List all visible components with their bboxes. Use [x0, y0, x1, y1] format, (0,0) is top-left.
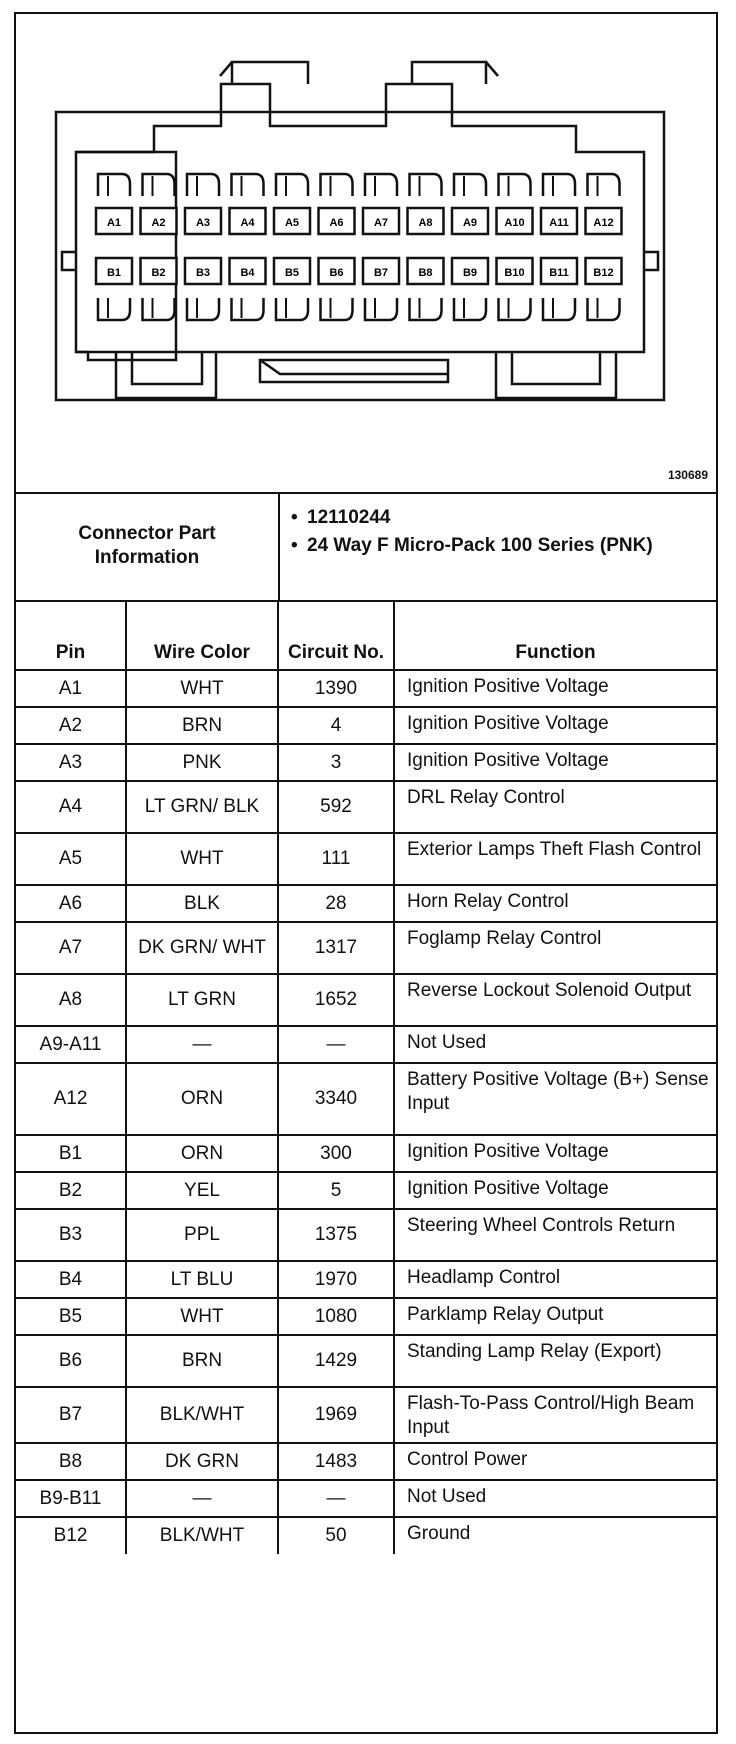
wire-color-cell: —: [126, 1480, 278, 1517]
circuit-cell: 1429: [278, 1335, 394, 1387]
circuit-cell: 592: [278, 781, 394, 833]
terminal-latch-bottom: [543, 298, 575, 320]
function-cell: Parklamp Relay Output: [394, 1298, 716, 1335]
terminal-latch-bottom: [276, 298, 308, 320]
table-row: [16, 1261, 716, 1298]
terminal-latch-bottom: [232, 298, 264, 320]
function-cell: Reverse Lockout Solenoid Output: [394, 974, 716, 1026]
pin-cavity: [408, 208, 444, 234]
pin-cell: A9-A11: [16, 1026, 126, 1063]
function-cell: Control Power: [394, 1443, 716, 1480]
terminal-latch-bottom: [321, 298, 353, 320]
wire-color-cell: BLK: [126, 885, 278, 922]
pin-label: A2: [151, 217, 166, 229]
function-cell: Headlamp Control: [394, 1261, 716, 1298]
terminal-latch-top: [98, 174, 130, 196]
connector-sheet: [14, 12, 718, 1734]
pin-cavity: [452, 208, 488, 234]
circuit-cell: —: [278, 1480, 394, 1517]
pin-cell: B4: [16, 1261, 126, 1298]
pin-cavity: [363, 258, 399, 284]
wire-color-cell: LT BLU: [126, 1261, 278, 1298]
pin-cavity: [141, 208, 177, 234]
pin-cavity: [274, 258, 310, 284]
function-cell: Ignition Positive Voltage: [394, 744, 716, 781]
table-row: [16, 781, 716, 833]
pin-row-b: [96, 258, 622, 284]
connector-part-information: [16, 492, 716, 602]
pin-label: A9: [462, 217, 478, 229]
pin-cavity: [96, 208, 132, 234]
terminal-latch-bottom: [143, 298, 175, 320]
pin-cell: A8: [16, 974, 126, 1026]
pin-cell: A7: [16, 922, 126, 974]
pin-cavity: [497, 208, 533, 234]
wire-color-cell: WHT: [126, 670, 278, 707]
table-row: [16, 707, 716, 744]
part-number: • 12110244: [291, 506, 687, 530]
latch-left: [232, 62, 308, 84]
wire-color-cell: BLK/WHT: [126, 1517, 278, 1554]
pin-row-a: [96, 208, 622, 234]
pin-label: B4: [240, 267, 255, 279]
pin-cavity: [452, 258, 488, 284]
terminal-latch-bottom: [499, 298, 531, 320]
wire-color-cell: DK GRN/ WHT: [126, 922, 278, 974]
table-row: [16, 1172, 716, 1209]
circuit-cell: 1652: [278, 974, 394, 1026]
function-cell: Horn Relay Control: [394, 885, 716, 922]
wire-color-cell: WHT: [126, 1298, 278, 1335]
circuit-cell: 1080: [278, 1298, 394, 1335]
pin-label: B10: [504, 267, 525, 279]
pin-label: A3: [195, 217, 211, 229]
pin-label: B6: [329, 267, 344, 279]
function-cell: Exterior Lamps Theft Flash Control: [394, 833, 716, 885]
pin-cell: B8: [16, 1443, 126, 1480]
pin-cavity: [230, 258, 266, 284]
table-row: [16, 1026, 716, 1063]
terminal-latch-top: [321, 174, 353, 196]
connector-info-label: [16, 492, 280, 600]
circuit-cell: 5: [278, 1172, 394, 1209]
circuit-cell: 3: [278, 744, 394, 781]
pin-cell: A5: [16, 833, 126, 885]
pin-cell: B12: [16, 1517, 126, 1554]
function-cell: Flash-To-Pass Control/High Beam Input: [394, 1387, 716, 1443]
pin-cavity: [185, 258, 221, 284]
pin-label: A12: [593, 217, 614, 229]
table-row: [16, 1517, 716, 1554]
header-pin: Pin: [16, 601, 126, 670]
wire-color-cell: WHT: [126, 833, 278, 885]
pin-label: B12: [593, 267, 614, 279]
connector-type: • 24 Way F Micro-Pack 100 Series (PNK): [291, 534, 687, 558]
pin-cavity: [363, 208, 399, 234]
pin-label: B1: [106, 267, 122, 279]
wire-color-cell: BRN: [126, 707, 278, 744]
connector-info-bullets: [291, 506, 687, 562]
wire-color-cell: ORN: [126, 1063, 278, 1135]
pin-cavity: [586, 208, 622, 234]
circuit-cell: 50: [278, 1517, 394, 1554]
header-circuit-no: Circuit No.: [278, 601, 394, 670]
pin-cavity: [541, 258, 577, 284]
pin-cavity: [230, 208, 266, 234]
pin-cavity: [185, 208, 221, 234]
foot-right: [496, 352, 616, 398]
circuit-cell: 1483: [278, 1443, 394, 1480]
pin-label: A5: [284, 217, 300, 229]
pin-label: B9: [462, 267, 478, 279]
table-row: [16, 833, 716, 885]
terminal-latch-bottom: [454, 298, 486, 320]
wire-color-cell: —: [126, 1026, 278, 1063]
pin-cavity: [497, 258, 533, 284]
wire-color-cell: LT GRN/ BLK: [126, 781, 278, 833]
pin-label: A4: [240, 217, 255, 229]
pinout-table: [16, 600, 716, 1554]
pin-label: A11: [549, 217, 569, 229]
function-cell: Foglamp Relay Control: [394, 922, 716, 974]
pin-cell: A1: [16, 670, 126, 707]
pin-cell: B6: [16, 1335, 126, 1387]
circuit-cell: 4: [278, 707, 394, 744]
pin-label: A6: [329, 217, 344, 229]
table-row: [16, 885, 716, 922]
circuit-cell: 3340: [278, 1063, 394, 1135]
pin-label: A10: [504, 217, 525, 229]
circuit-cell: 1317: [278, 922, 394, 974]
table-row: [16, 1135, 716, 1172]
table-row: [16, 744, 716, 781]
table-row: [16, 1480, 716, 1517]
pin-cell: A4: [16, 781, 126, 833]
pin-cavity: [408, 258, 444, 284]
table-row: [16, 922, 716, 974]
pin-label: A1: [106, 217, 122, 229]
latch-right: [412, 62, 486, 84]
pin-label: B11: [549, 267, 569, 279]
pin-cell: A12: [16, 1063, 126, 1135]
pin-label: A8: [418, 217, 433, 229]
pin-cell: B7: [16, 1387, 126, 1443]
function-cell: Ground: [394, 1517, 716, 1554]
table-row: [16, 974, 716, 1026]
function-cell: DRL Relay Control: [394, 781, 716, 833]
pin-cavity: [319, 258, 355, 284]
pin-cavity: [586, 258, 622, 284]
pinout-rows: [16, 670, 716, 1554]
terminal-latch-top: [410, 174, 442, 196]
pin-cavity: [96, 258, 132, 284]
pin-cavity: [274, 208, 310, 234]
terminal-latch-top: [499, 174, 531, 196]
terminal-latch-top: [143, 174, 175, 196]
table-row: [16, 1298, 716, 1335]
terminal-latch-top: [543, 174, 575, 196]
pin-label: B7: [373, 267, 389, 279]
circuit-cell: 1969: [278, 1387, 394, 1443]
wire-color-cell: YEL: [126, 1172, 278, 1209]
pin-cavity: [141, 258, 177, 284]
figure-number: 130689: [667, 468, 708, 482]
pin-cell: B1: [16, 1135, 126, 1172]
terminal-latch-bottom: [588, 298, 620, 320]
function-cell: Ignition Positive Voltage: [394, 1172, 716, 1209]
function-cell: Ignition Positive Voltage: [394, 707, 716, 744]
wire-color-cell: PNK: [126, 744, 278, 781]
pin-label: A7: [373, 217, 389, 229]
table-header-row: [16, 601, 716, 670]
circuit-cell: 1970: [278, 1261, 394, 1298]
pin-cell: A3: [16, 744, 126, 781]
header-function: Function: [394, 601, 716, 670]
terminal-latch-bottom: [98, 298, 130, 320]
circuit-cell: 28: [278, 885, 394, 922]
connector-diagram: [16, 14, 716, 494]
table-row: [16, 670, 716, 707]
circuit-cell: 111: [278, 833, 394, 885]
connector-face-drawing: [16, 14, 716, 490]
terminal-latch-top: [454, 174, 486, 196]
header-wire-color: Wire Color: [126, 601, 278, 670]
wire-color-cell: BRN: [126, 1335, 278, 1387]
wire-color-cell: PPL: [126, 1209, 278, 1261]
function-cell: Standing Lamp Relay (Export): [394, 1335, 716, 1387]
body-left: [76, 152, 176, 360]
table-row: [16, 1209, 716, 1261]
terminal-latch-top: [232, 174, 264, 196]
pin-cell: A2: [16, 707, 126, 744]
circuit-cell: 1390: [278, 670, 394, 707]
pin-cell: B2: [16, 1172, 126, 1209]
function-cell: Steering Wheel Controls Return: [394, 1209, 716, 1261]
pin-cell: A6: [16, 885, 126, 922]
terminal-latch-top: [187, 174, 219, 196]
circuit-cell: 300: [278, 1135, 394, 1172]
pin-cell: B3: [16, 1209, 126, 1261]
wire-color-cell: ORN: [126, 1135, 278, 1172]
housing-outline: [56, 112, 664, 400]
terminal-latch-bottom: [187, 298, 219, 320]
circuit-cell: —: [278, 1026, 394, 1063]
table-row: [16, 1387, 716, 1443]
pin-label: B2: [151, 267, 166, 279]
terminal-latch-top: [588, 174, 620, 196]
pin-label: B8: [418, 267, 433, 279]
function-cell: Not Used: [394, 1480, 716, 1517]
circuit-cell: 1375: [278, 1209, 394, 1261]
pin-label: B3: [195, 267, 211, 279]
function-cell: Not Used: [394, 1026, 716, 1063]
function-cell: Battery Positive Voltage (B+) Sense Input: [394, 1063, 716, 1135]
function-cell: Ignition Positive Voltage: [394, 670, 716, 707]
table-row: [16, 1443, 716, 1480]
terminal-latch-bottom: [410, 298, 442, 320]
table-row: [16, 1335, 716, 1387]
terminal-latch-top: [276, 174, 308, 196]
terminal-latch-top: [365, 174, 397, 196]
keyway-slot: [260, 360, 448, 382]
pin-cavity: [541, 208, 577, 234]
wire-color-cell: LT GRN: [126, 974, 278, 1026]
table-row: [16, 1063, 716, 1135]
terminal-latch-bottom: [365, 298, 397, 320]
connector-info-label-text: Connector Part Information: [78, 523, 216, 568]
wire-color-cell: BLK/WHT: [126, 1387, 278, 1443]
pin-cell: B5: [16, 1298, 126, 1335]
wire-color-cell: DK GRN: [126, 1443, 278, 1480]
pin-cavity: [319, 208, 355, 234]
pin-cell: B9-B11: [16, 1480, 126, 1517]
pin-label: B5: [284, 267, 300, 279]
function-cell: Ignition Positive Voltage: [394, 1135, 716, 1172]
